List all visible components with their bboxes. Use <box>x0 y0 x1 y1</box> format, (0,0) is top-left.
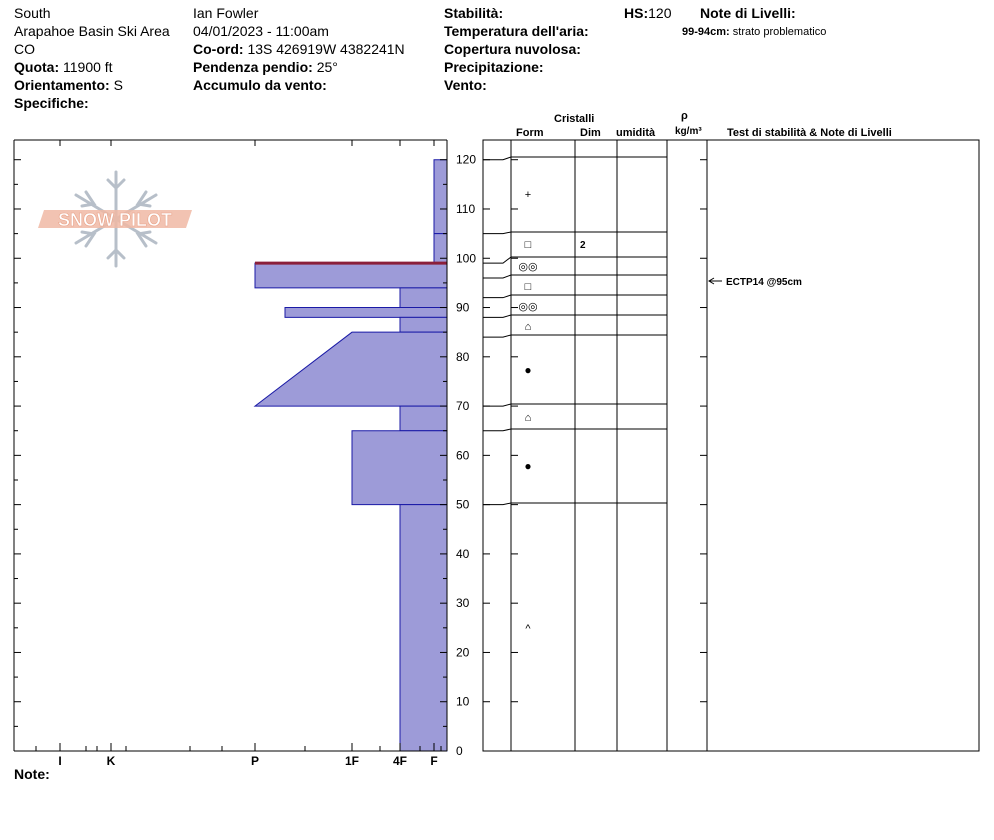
depth-connector-line <box>483 232 511 234</box>
depth-connector-line <box>483 404 511 406</box>
aspect-value: S <box>113 77 123 93</box>
depth-tick-label: 70 <box>456 399 470 414</box>
depth-tick-label: 40 <box>456 546 470 561</box>
moisture-header: umidità <box>616 127 656 139</box>
depth-tick-label: 120 <box>456 152 477 167</box>
aspect-label: Orientamento: <box>14 77 110 93</box>
coord-label: Co-ord: <box>193 41 244 57</box>
depth-connector-line <box>483 275 511 278</box>
hardness-layer-bar <box>285 308 447 318</box>
wind-loading-label: Accumulo da vento: <box>193 77 327 93</box>
hs-label: HS: <box>624 5 649 21</box>
depth-tick-label: 60 <box>456 448 470 463</box>
depth-connector-line <box>483 295 511 298</box>
elevation-value: 11900 ft <box>63 59 113 75</box>
stability-notes-header: Test di stabilità & Note di Livelli <box>727 127 892 139</box>
grain-form-symbol: ⌂ <box>524 321 532 333</box>
depth-tick-label: 90 <box>456 300 470 315</box>
grain-form-symbol: □ <box>524 239 532 251</box>
location-region: South <box>14 5 51 21</box>
grain-form-symbol: + <box>524 189 532 201</box>
layer-note-depth: 99-94cm: <box>682 26 730 38</box>
depth-connector-line <box>483 503 511 505</box>
hardness-layer-bar <box>400 505 447 751</box>
layer-notes-label: Note di Livelli: <box>700 5 796 21</box>
hardness-tick-label: F <box>430 754 438 768</box>
logo-text: SNOW PILOT <box>58 210 172 230</box>
specifics-label: Specifiche: <box>14 95 89 111</box>
grain-form-symbol: ● <box>524 363 532 377</box>
hardness-layer-bar <box>400 317 447 332</box>
hardness-tick-label: K <box>106 754 116 768</box>
depth-tick-label: 110 <box>456 201 476 216</box>
grain-form-symbol: ◎◎ <box>518 261 538 273</box>
stability-test-label: ECTP14 @95cm <box>726 277 802 288</box>
hardness-tick-label: I <box>58 754 62 768</box>
observation-datetime: 04/01/2023 - 11:00am <box>193 23 329 39</box>
air-temp-label: Temperatura dell'aria: <box>444 23 589 39</box>
grain-form-symbol: ⌂ <box>524 412 532 424</box>
rho-header: ρ <box>681 110 688 122</box>
hardness-layer-bar <box>434 160 447 234</box>
observer-name: Ian Fowler <box>193 5 259 21</box>
location-area: Arapahoe Basin Ski Area <box>14 23 170 39</box>
grain-form-symbol: □ <box>524 281 532 293</box>
form-header: Form <box>516 127 544 139</box>
grain-size-label: 2 <box>580 240 586 251</box>
depth-tick-label: 10 <box>456 694 470 709</box>
depth-tick-label: 20 <box>456 645 470 660</box>
layer-note-text: strato problematico <box>732 26 827 38</box>
hs-value: 120 <box>648 5 672 21</box>
crystals-header: Cristalli <box>554 113 595 125</box>
notes-label: Note: <box>14 766 50 782</box>
elevation-label: Quota: <box>14 59 60 75</box>
precip-label: Precipitazione: <box>444 59 544 75</box>
depth-tick-label: 80 <box>456 349 470 364</box>
depth-connector-line <box>483 335 511 337</box>
grain-form-symbol: ● <box>524 459 532 473</box>
grain-form-symbol: ^ <box>525 623 531 635</box>
hardness-tick-label: 4F <box>392 754 408 768</box>
location-state: CO <box>14 41 35 57</box>
depth-tick-label: 0 <box>456 744 463 758</box>
depth-tick-label: 30 <box>456 596 470 611</box>
hardness-layer-bar <box>400 288 447 308</box>
hardness-layer-bar <box>400 406 447 431</box>
coord-value: 13S 426919W 4382241N <box>247 41 405 57</box>
hardness-layer-bar <box>352 431 447 505</box>
slope-value: 25° <box>316 59 338 75</box>
stability-label: Stabilità: <box>444 5 504 21</box>
slope-label: Pendenza pendio: <box>193 59 313 75</box>
depth-connector-line <box>483 157 511 160</box>
size-header: Dim <box>580 127 601 139</box>
hardness-layer-bar <box>255 332 447 406</box>
depth-tick-label: 50 <box>456 497 470 512</box>
hardness-layer-bar <box>255 263 447 288</box>
density-unit-header: kg/m³ <box>675 126 702 137</box>
wind-label: Vento: <box>444 77 487 93</box>
grain-form-symbol: ◎◎ <box>518 301 538 313</box>
depth-tick-label: 100 <box>456 251 477 266</box>
hardness-tick-label: 1F <box>344 754 360 768</box>
depth-connector-line <box>483 429 511 431</box>
hardness-tick-label: P <box>250 754 260 768</box>
sky-label: Copertura nuvolosa: <box>444 41 581 57</box>
depth-connector-line <box>483 315 511 317</box>
